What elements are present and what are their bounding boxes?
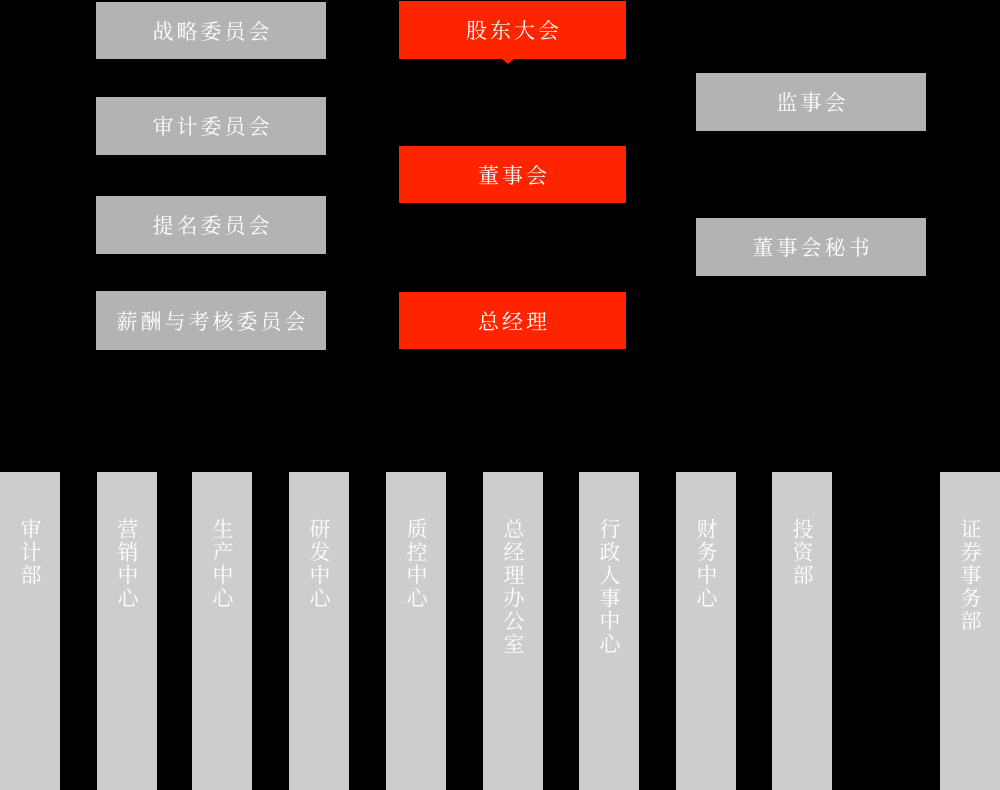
dept-label: 行政人事中心: [597, 518, 621, 656]
dept-column-quality-control-center: [386, 472, 446, 790]
dept-label: 审计部: [18, 518, 42, 587]
dept-column-finance-center: [676, 472, 736, 790]
dept-label: 证券事务部: [958, 518, 982, 633]
dept-label: 质控中心: [404, 518, 428, 610]
dept-label: 生产中心: [210, 518, 234, 610]
arrow-down-icon: [502, 59, 514, 64]
dept-column-audit-dept: [0, 472, 60, 790]
dept-column-gm-office: [483, 472, 543, 790]
dept-column-marketing-center: [97, 472, 157, 790]
node-shareholders-meeting: 股东大会: [399, 1, 626, 59]
dept-column-admin-hr-center: [579, 472, 639, 790]
dept-column-investment-dept: [772, 472, 832, 790]
dept-label: 总经理办公室: [501, 518, 525, 656]
dept-label: 研发中心: [307, 518, 331, 610]
dept-column-production-center: [192, 472, 252, 790]
node-remuneration-committee: 薪酬与考核委员会: [96, 291, 326, 350]
node-audit-committee: 审计委员会: [96, 97, 326, 155]
node-board-of-directors: 董事会: [399, 146, 626, 203]
node-supervisory-board: 监事会: [696, 73, 926, 131]
node-nomination-committee: 提名委员会: [96, 196, 326, 254]
dept-label: 投资部: [790, 518, 814, 587]
node-general-manager: 总经理: [399, 292, 626, 349]
dept-column-securities-affairs-dept: [940, 472, 1000, 790]
dept-label: 营销中心: [115, 518, 139, 610]
dept-column-rnd-center: [289, 472, 349, 790]
node-strategy-committee: 战略委员会: [96, 2, 326, 59]
node-board-secretary: 董事会秘书: [696, 218, 926, 276]
dept-label: 财务中心: [694, 518, 718, 610]
